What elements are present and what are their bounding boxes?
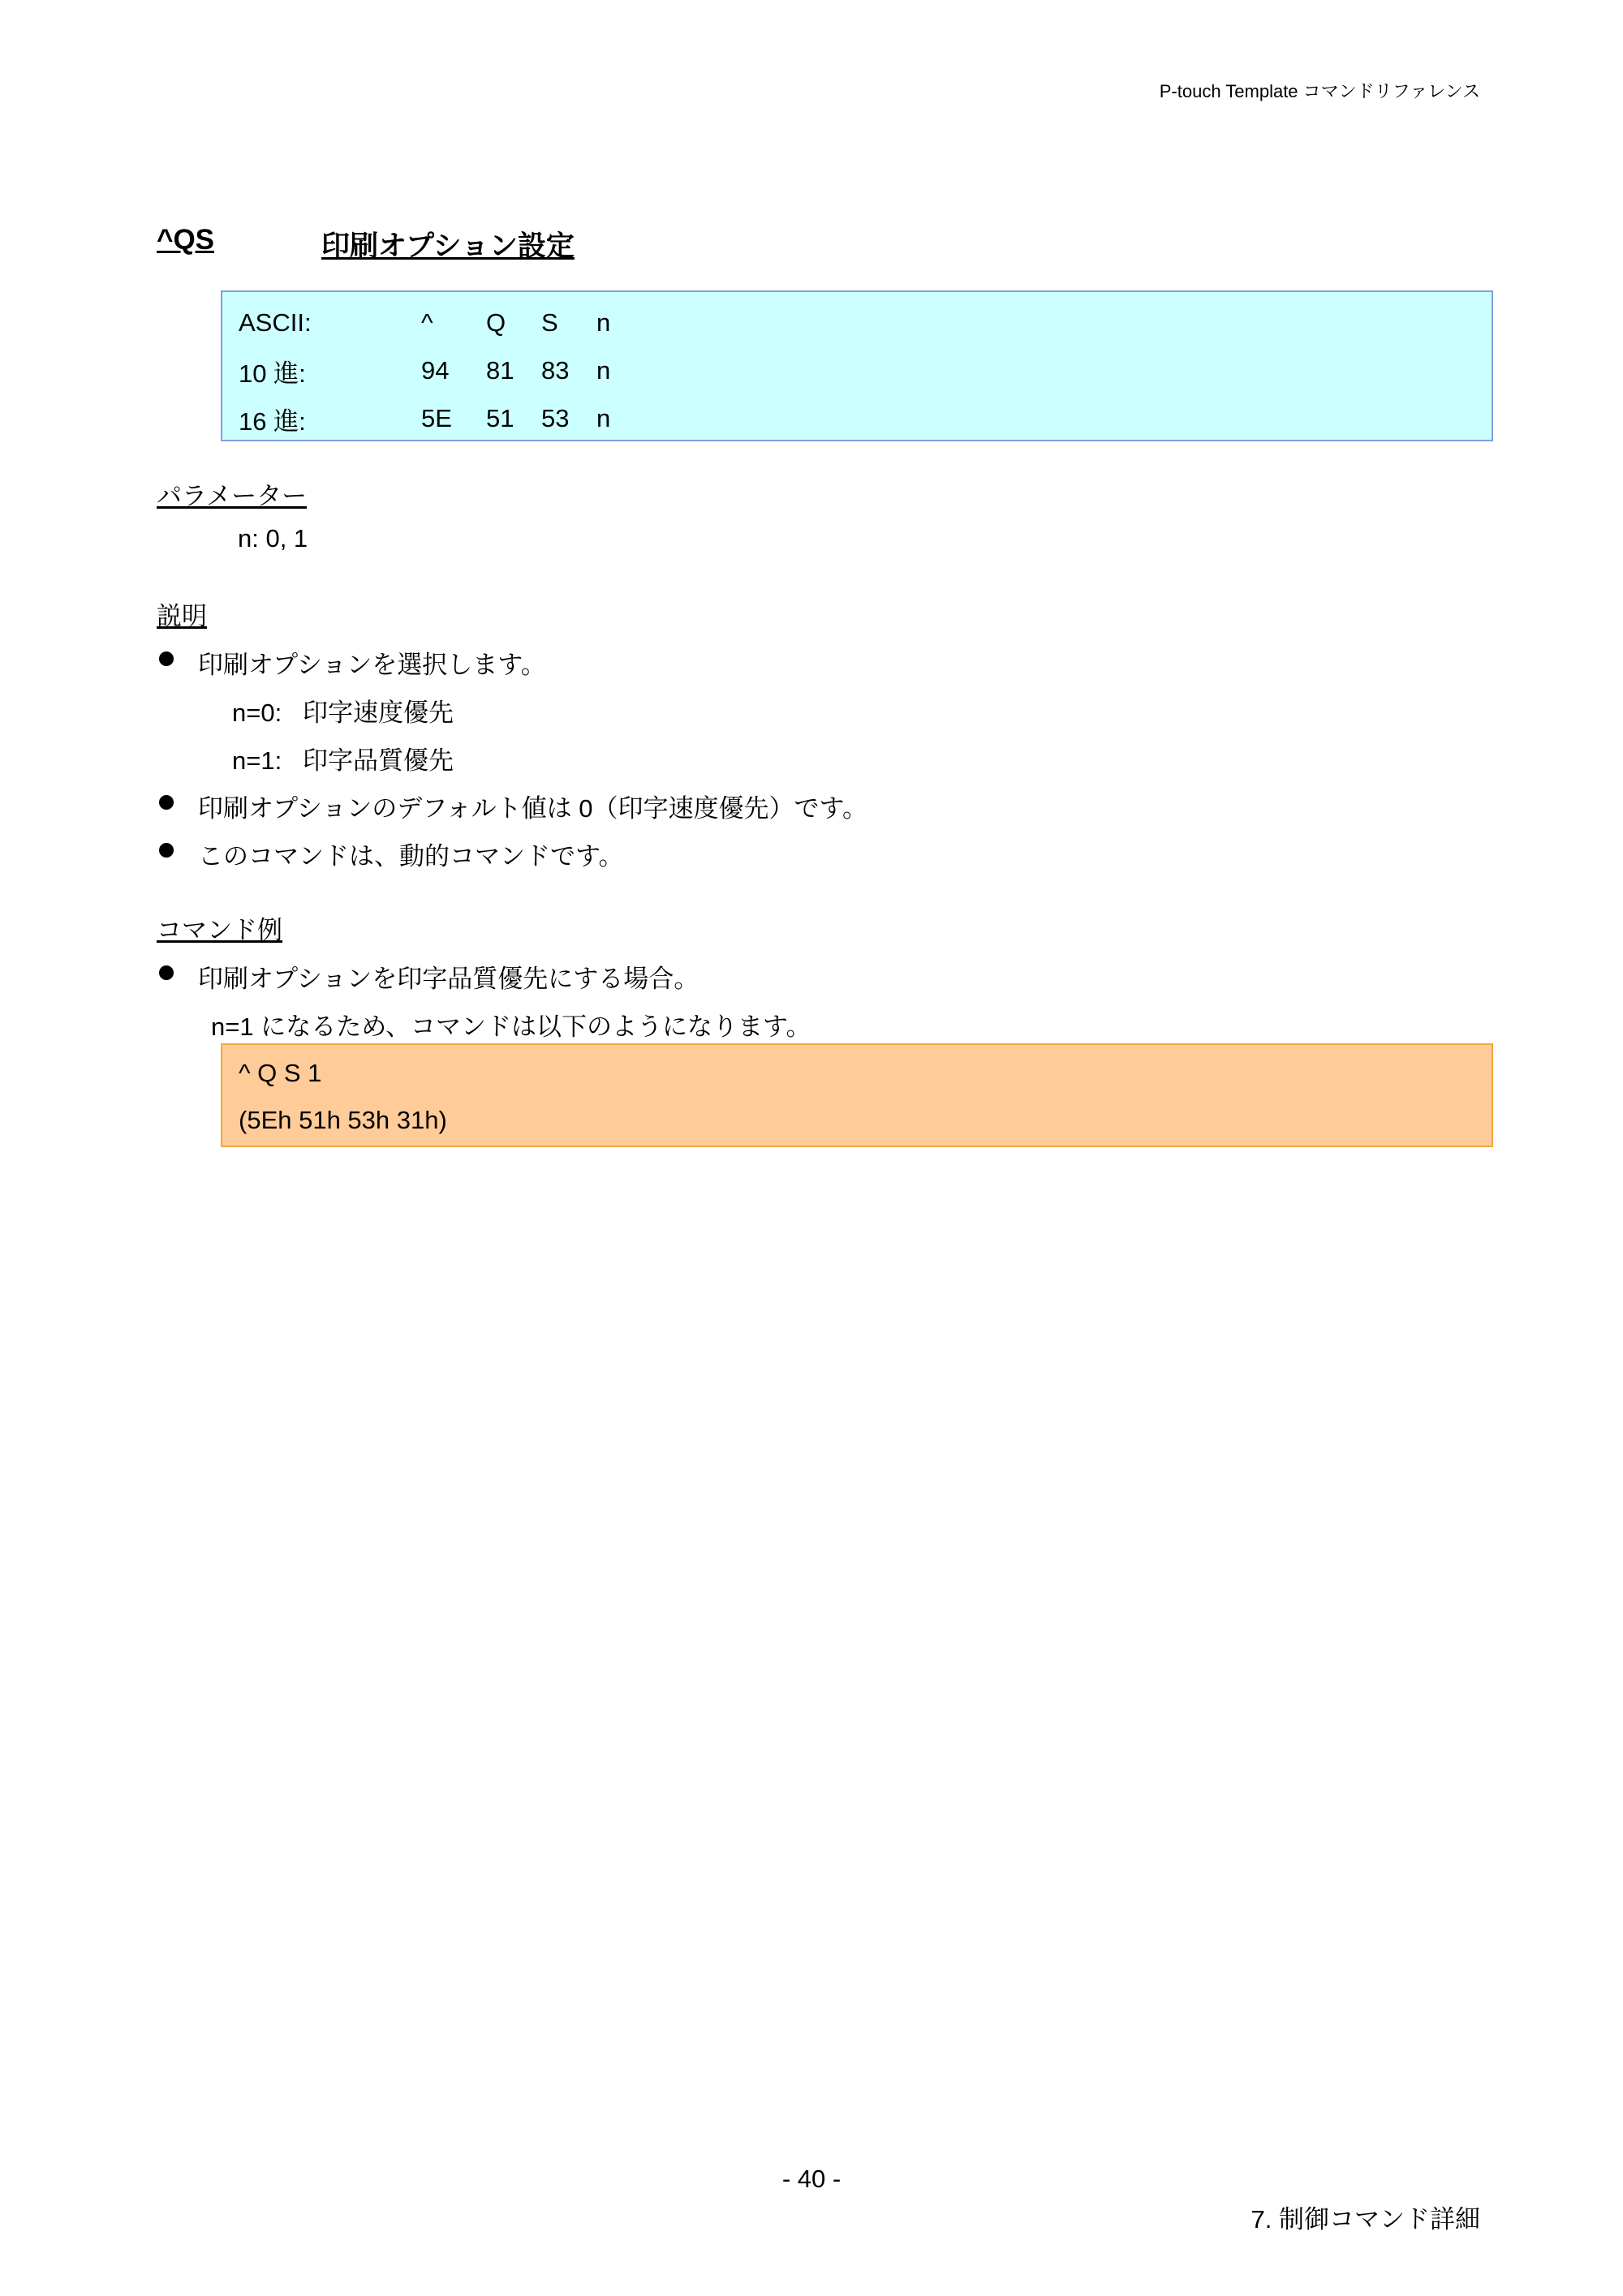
description-bullet-2: 印刷オプションのデフォルト値は 0（印字速度優先）です。 (198, 794, 868, 823)
example-code-line: ^ Q S 1 (239, 1059, 322, 1087)
code-cell: 51 (486, 404, 514, 432)
page-number: - 40 - (781, 2165, 842, 2193)
example-code-box (221, 1043, 1493, 1147)
example-note: n=1 になるため、コマンドは以下のようになります。 (211, 1013, 812, 1041)
code-row-label: 10 進: (239, 359, 306, 388)
code-cell: 53 (541, 404, 570, 432)
code-row-decimal (239, 355, 629, 387)
command-title: 印刷オプション設定 (321, 230, 575, 262)
example-bullet: 印刷オプションを印字品質優先にする場合。 (198, 965, 700, 993)
command-code-box (221, 290, 1493, 441)
example-heading: コマンド例 (157, 916, 282, 944)
bullet-dot (159, 843, 174, 858)
code-cell: n (596, 308, 611, 337)
code-cell: S (541, 308, 558, 337)
code-cell: 5E (421, 404, 452, 432)
footer-chapter: 7. 制御コマンド詳細 (1251, 2205, 1480, 2234)
document-title: P-touch Template コマンドリファレンス (1159, 81, 1480, 101)
example-code-hex: (5Eh 51h 53h 31h) (239, 1106, 447, 1134)
code-cell: ^ (421, 308, 433, 337)
option-n0: n=0: 印字速度優先 (232, 699, 454, 727)
parameters-heading: パラメーター (157, 482, 308, 510)
command-heading (157, 224, 575, 264)
description-heading: 説明 (157, 602, 207, 630)
code-cell: n (596, 356, 611, 385)
option-n1: n=1: 印字品質優先 (232, 746, 454, 775)
code-cell: Q (486, 308, 506, 337)
bullet-dot (159, 965, 174, 980)
code-row-hex (239, 402, 629, 435)
code-row-label: ASCII: (239, 308, 312, 337)
command-code: ^QS (157, 224, 215, 256)
description-bullet-1: 印刷オプションを選択します。 (198, 651, 546, 679)
bullet-dot (159, 651, 174, 666)
code-cell: 81 (486, 356, 514, 385)
code-row-ascii (239, 307, 629, 339)
code-cell: 94 (421, 356, 450, 385)
bullet-dot (159, 795, 174, 810)
parameters-text: n: 0, 1 (238, 524, 308, 553)
description-bullet-3: このコマンドは、動的コマンドです。 (198, 842, 624, 871)
code-row-label: 16 進: (239, 406, 306, 436)
code-cell: n (596, 404, 611, 432)
code-cell: 83 (541, 356, 570, 385)
